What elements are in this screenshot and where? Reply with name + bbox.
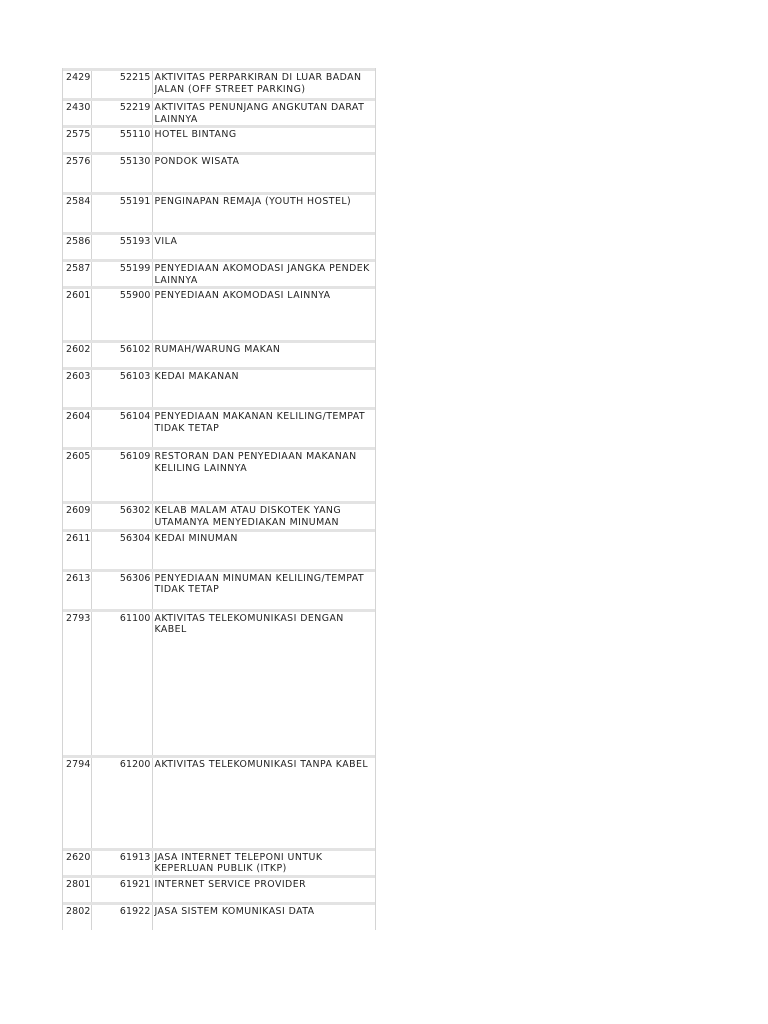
row-number: 2575 xyxy=(63,127,91,154)
kbli-code: 56109 xyxy=(91,449,152,503)
kbli-code: 56302 xyxy=(91,503,152,530)
kbli-description: HOTEL BINTANG xyxy=(152,127,375,154)
kbli-table-sheet xyxy=(62,68,376,930)
kbli-code: 56103 xyxy=(91,369,152,409)
kbli-description: AKTIVITAS PENUNJANG ANGKUTAN DARAT LAINNYA xyxy=(152,100,375,127)
table-row xyxy=(63,409,375,449)
kbli-code: 55193 xyxy=(91,234,152,261)
kbli-code: 61922 xyxy=(91,903,152,930)
kbli-description: PENYEDIAAN AKOMODASI LAINNYA xyxy=(152,288,375,342)
kbli-code: 55130 xyxy=(91,154,152,194)
table-row xyxy=(63,876,375,903)
row-number: 2611 xyxy=(63,530,91,570)
kbli-code: 61100 xyxy=(91,610,152,756)
kbli-description: JASA SISTEM KOMUNIKASI DATA xyxy=(152,903,375,930)
row-number: 2802 xyxy=(63,903,91,930)
kbli-code: 55191 xyxy=(91,194,152,234)
row-number: 2586 xyxy=(63,234,91,261)
kbli-code: 56304 xyxy=(91,530,152,570)
row-number: 2609 xyxy=(63,503,91,530)
kbli-description: KEDAI MAKANAN xyxy=(152,369,375,409)
kbli-description: AKTIVITAS TELEKOMUNIKASI DENGAN KABEL xyxy=(152,610,375,756)
row-number: 2604 xyxy=(63,409,91,449)
table-row xyxy=(63,449,375,503)
row-number: 2794 xyxy=(63,756,91,849)
table-row xyxy=(63,369,375,409)
kbli-description: KEDAI MINUMAN xyxy=(152,530,375,570)
table-row xyxy=(63,610,375,756)
table-row xyxy=(63,530,375,570)
kbli-description: VILA xyxy=(152,234,375,261)
kbli-code: 55900 xyxy=(91,288,152,342)
kbli-code: 61921 xyxy=(91,876,152,903)
row-number: 2584 xyxy=(63,194,91,234)
table-row xyxy=(63,127,375,154)
kbli-code: 55199 xyxy=(91,261,152,288)
table-row xyxy=(63,849,375,876)
table-row xyxy=(63,70,375,100)
table-row xyxy=(63,288,375,342)
table-row xyxy=(63,261,375,288)
table-row xyxy=(63,154,375,194)
row-number: 2605 xyxy=(63,449,91,503)
table-row xyxy=(63,903,375,930)
kbli-code: 56104 xyxy=(91,409,152,449)
kbli-description: PONDOK WISATA xyxy=(152,154,375,194)
kbli-description: PENGINAPAN REMAJA (YOUTH HOSTEL) xyxy=(152,194,375,234)
kbli-table xyxy=(63,68,375,930)
kbli-description: JASA INTERNET TELEPONI UNTUK KEPERLUAN PUBLIK (ITKP) xyxy=(152,849,375,876)
kbli-table-body xyxy=(63,70,375,931)
kbli-code: 52219 xyxy=(91,100,152,127)
kbli-description: AKTIVITAS TELEKOMUNIKASI TANPA KABEL xyxy=(152,756,375,849)
table-row xyxy=(63,570,375,610)
kbli-description: RESTORAN DAN PENYEDIAAN MAKANAN KELILING LAINNYA xyxy=(152,449,375,503)
table-row xyxy=(63,503,375,530)
table-row xyxy=(63,194,375,234)
table-row xyxy=(63,234,375,261)
kbli-description: PENYEDIAAN AKOMODASI JANGKA PENDEK LAINNYA xyxy=(152,261,375,288)
row-number: 2576 xyxy=(63,154,91,194)
kbli-code: 61913 xyxy=(91,849,152,876)
row-number: 2620 xyxy=(63,849,91,876)
table-row xyxy=(63,756,375,849)
kbli-code: 61200 xyxy=(91,756,152,849)
kbli-code: 55110 xyxy=(91,127,152,154)
row-number: 2613 xyxy=(63,570,91,610)
row-number: 2603 xyxy=(63,369,91,409)
kbli-description: INTERNET SERVICE PROVIDER xyxy=(152,876,375,903)
kbli-description: AKTIVITAS PERPARKIRAN DI LUAR BADAN JALAN (OFF STREET PARKING) xyxy=(152,70,375,100)
kbli-description: RUMAH/WARUNG MAKAN xyxy=(152,342,375,369)
row-number: 2801 xyxy=(63,876,91,903)
row-number: 2601 xyxy=(63,288,91,342)
kbli-description: PENYEDIAAN MINUMAN KELILING/TEMPAT TIDAK TETAP xyxy=(152,570,375,610)
kbli-code: 56306 xyxy=(91,570,152,610)
row-number: 2429 xyxy=(63,70,91,100)
table-row xyxy=(63,100,375,127)
row-number: 2602 xyxy=(63,342,91,369)
row-number: 2793 xyxy=(63,610,91,756)
kbli-code: 52215 xyxy=(91,70,152,100)
kbli-description: PENYEDIAAN MAKANAN KELILING/TEMPAT TIDAK TETAP xyxy=(152,409,375,449)
row-number: 2430 xyxy=(63,100,91,127)
kbli-code: 56102 xyxy=(91,342,152,369)
row-number: 2587 xyxy=(63,261,91,288)
table-row xyxy=(63,342,375,369)
kbli-description: KELAB MALAM ATAU DISKOTEK YANG UTAMANYA MENYEDIAKAN MINUMAN xyxy=(152,503,375,530)
